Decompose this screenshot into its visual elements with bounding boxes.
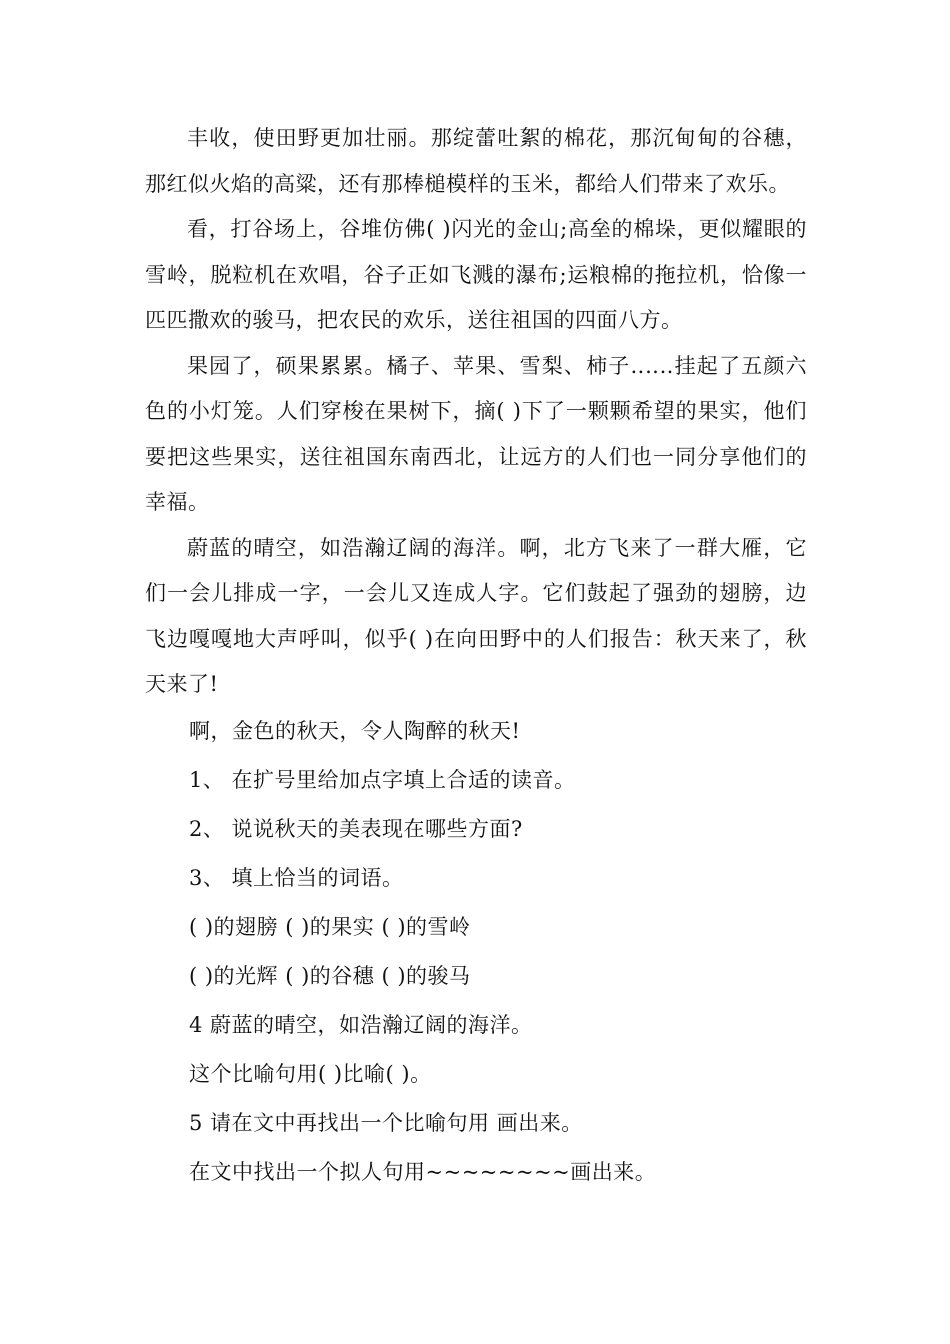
fill-blank-line: 这个比喻句用( )比喻( )。 [189, 1061, 432, 1086]
text-line: 啊，金色的秋天，令人陶醉的秋天! [189, 718, 521, 743]
question-line: 2、 说说秋天的美表现在哪些方面? [189, 816, 523, 841]
spacer [145, 708, 807, 719]
question-line: 4 蔚蓝的晴空，如浩瀚辽阔的海洋。 [189, 1012, 533, 1037]
paragraph: 丰收，使田野更加壮丽。那绽蕾吐絮的棉花，那沉甸甸的谷穗，那红似火焰的高粱，还有那棒槌模样的玉米，都给人们带来了欢乐。 [145, 126, 807, 196]
paragraph: 看，打谷场上，谷堆仿佛( )闪光的金山;高垒的棉垛，更似耀眼的雪岭，脱粒机在欢唱，谷子正如飞溅的瀑布;运粮棉的拖拉机，恰像一匹匹撒欢的骏马，把农民的欢乐，送往祖国的四面八方。 [145, 217, 807, 332]
paragraph: 蔚蓝的晴空，如浩瀚辽阔的海洋。啊，北方飞来了一群大雁，它们一会儿排成一字，一会儿又连成人字。它们鼓起了强劲的翅膀，边飞边嘎嘎地大声呼叫，似乎( )在向田野中的人们报告：秋天来了，秋天来了! [145, 535, 807, 696]
fill-blank-line: ( )的翅膀 ( )的果实 ( )的雪岭 [189, 914, 471, 939]
document-body [145, 116, 807, 1209]
question-line: 5 请在文中再找出一个比喻句用 画出来。 [189, 1110, 583, 1135]
question-line: 1、 在扩号里给加点字填上合适的读音。 [189, 767, 576, 792]
question-line: 在文中找出一个拟人句用~~~~~~~~画出来。 [189, 1159, 657, 1184]
fill-blank-line: ( )的光辉 ( )的谷穗 ( )的骏马 [189, 963, 471, 988]
question-line: 3、 填上恰当的词语。 [189, 865, 404, 890]
paragraph: 果园了，硕果累累。橘子、苹果、雪梨、柿子‥‥‥挂起了五颜六色的小灯笼。人们穿梭在果树下，摘( )下了一颗颗希望的果实，他们要把这些果实，送往祖国东南西北，让远方的人们也一同分享他们的幸福。 [145, 353, 807, 514]
